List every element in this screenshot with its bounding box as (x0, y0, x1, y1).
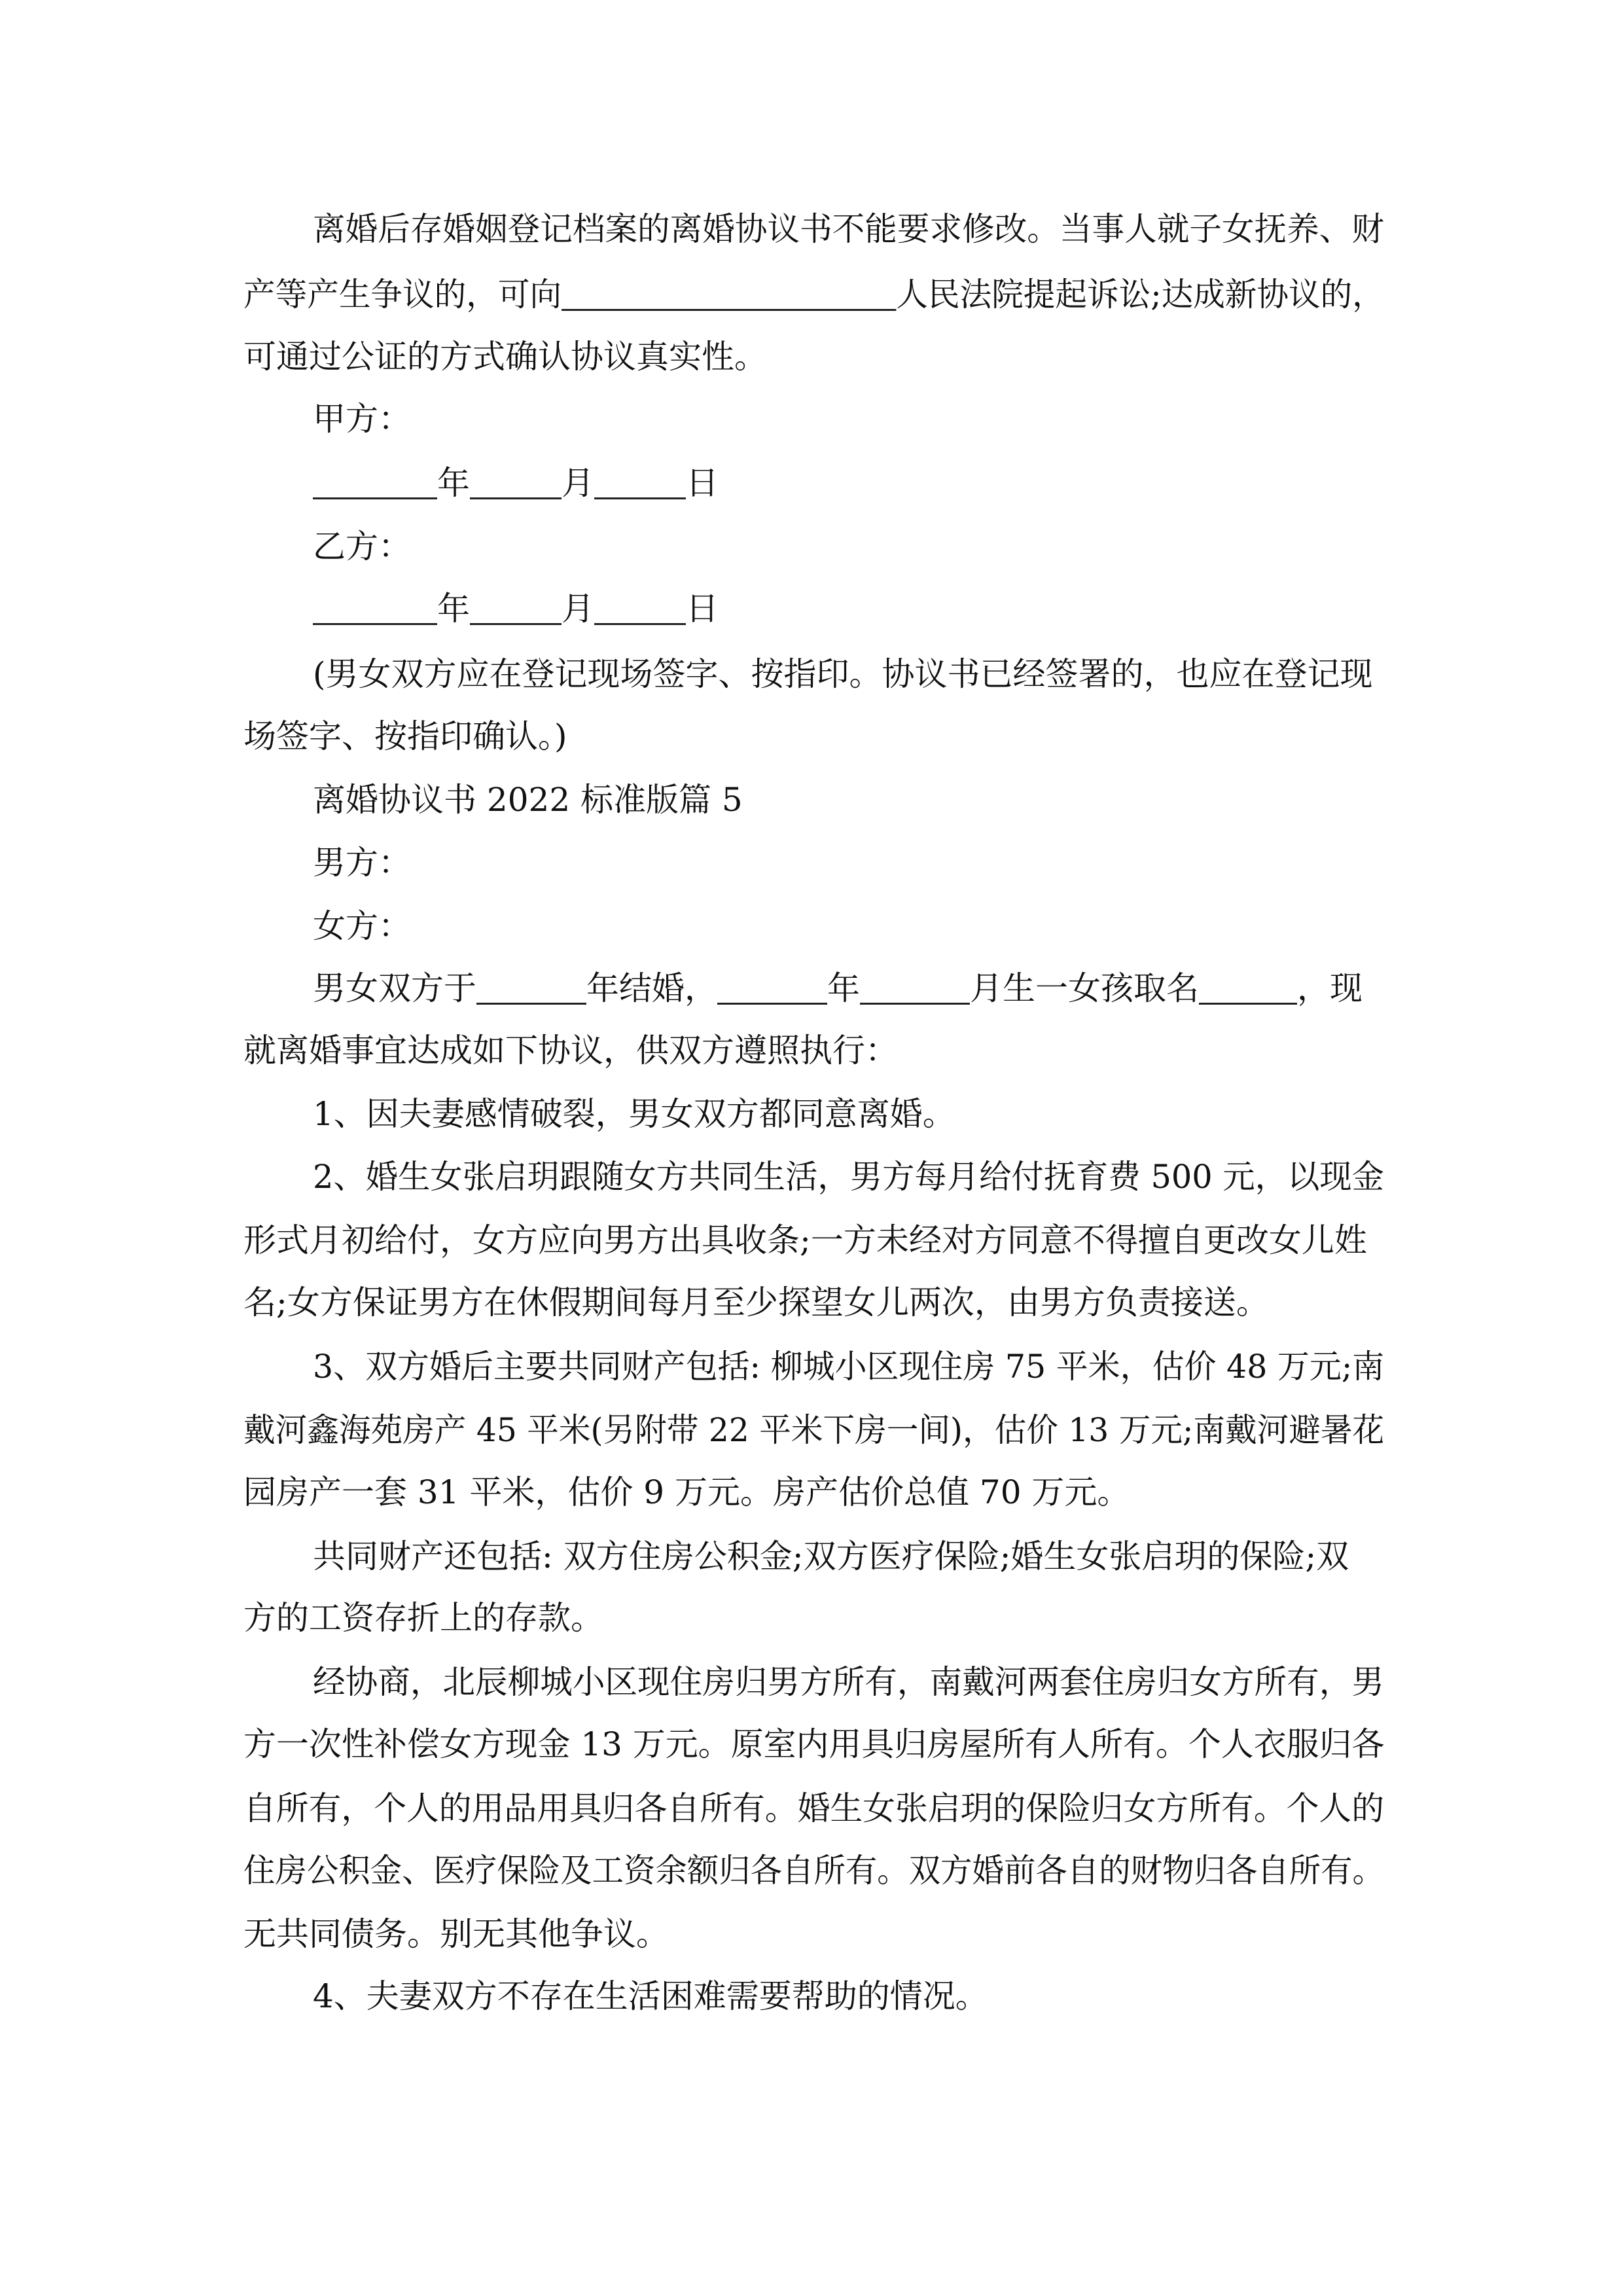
month-blank (470, 465, 562, 499)
note-line2: 场签字、按指印确认。) (243, 717, 567, 755)
para1-line2-after: 人民法院提起诉讼;达成新协议的， (896, 276, 1384, 314)
marriage-text-4: 月生一女孩取名 (970, 969, 1199, 1007)
negotiation-line5: 无共同债务。别无其他争议。 (243, 1915, 669, 1953)
party-b-label: 乙方： (313, 528, 411, 565)
clause-3-line2: 戴河鑫海苑房产 45 平米(另附带 22 平米下房一间)，估价 13 万元;南戴河避暑花 (243, 1411, 1385, 1449)
marriage-text-1: 男女双方于 (313, 969, 476, 1007)
negotiation-line4: 住房公积金、医疗保险及工资余额归各自所有。双方婚前各自的财物归各自所有。 (243, 1852, 1384, 1890)
section-title: 离婚协议书 2022 标准版篇 5 (313, 781, 743, 819)
month-label: 月 (562, 590, 594, 628)
common-property-line2: 方的工资存折上的存款。 (243, 1599, 603, 1637)
para1-line3: 可通过公证的方式确认协议真实性。 (243, 338, 767, 376)
day-blank (594, 590, 686, 625)
marriage-year-blank (476, 970, 586, 1005)
clause-2-line3: 名;女方保证男方在休假期间每月至少探望女儿两次，由男方负责接送。 (243, 1283, 1269, 1321)
year-blank (313, 590, 437, 625)
para1-line2-before: 产等产生争议的，可向 (243, 276, 562, 314)
clause-2-line2: 形式月初给付，女方应向男方出具收条;一方未经对方同意不得擅自更改女儿姓 (243, 1221, 1367, 1259)
month-blank (470, 590, 562, 625)
clause-4: 4、夫妻双方不存在生活困难需要帮助的情况。 (313, 1977, 988, 2015)
year-label: 年 (437, 464, 470, 502)
day-blank (594, 465, 686, 499)
negotiation-line3: 自所有，个人的用品用具归各自所有。婚生女张启玥的保险归女方所有。个人的 (243, 1789, 1384, 1827)
year-label: 年 (437, 590, 470, 628)
party-a-date (313, 463, 719, 503)
female-label: 女方： (313, 907, 411, 945)
male-label: 男方： (313, 844, 411, 882)
child-name-blank (1199, 970, 1297, 1005)
party-a-label: 甲方： (313, 400, 411, 438)
marriage-text-5: ，现 (1297, 969, 1363, 1007)
marriage-line1 (313, 969, 1363, 1008)
party-b-date (313, 589, 719, 628)
para1-line2 (243, 275, 1384, 314)
day-label: 日 (686, 464, 719, 502)
year-blank (313, 465, 437, 499)
day-label: 日 (686, 590, 719, 628)
birth-year-blank (717, 970, 827, 1005)
clause-1: 1、因夫妻感情破裂，男女双方都同意离婚。 (313, 1095, 955, 1133)
clause-2-line1: 2、婚生女张启玥跟随女方共同生活，男方每月给付抚育费 500 元，以现金 (313, 1158, 1384, 1196)
marriage-text-3: 年 (827, 969, 860, 1007)
marriage-line2: 就离婚事宜达成如下协议，供双方遵照执行： (243, 1031, 898, 1069)
common-property-line1: 共同财产还包括: 双方住房公积金;双方医疗保险;婚生女张启玥的保险;双 (313, 1537, 1349, 1575)
note-line1: (男女双方应在登记现场签字、按指印。协议书已经签署的，也应在登记现 (313, 655, 1373, 693)
court-blank (562, 276, 896, 311)
clause-3-line1: 3、双方婚后主要共同财产包括: 柳城小区现住房 75 平米，估价 48 万元;南 (313, 1348, 1385, 1386)
month-label: 月 (562, 464, 594, 502)
birth-month-blank (860, 970, 970, 1005)
marriage-text-2: 年结婚， (586, 969, 717, 1007)
para1-line1: 离婚后存婚姻登记档案的离婚协议书不能要求修改。当事人就子女抚养、财 (313, 210, 1384, 248)
negotiation-line1: 经协商，北辰柳城小区现住房归男方所有，南戴河两套住房归女方所有，男 (313, 1663, 1384, 1701)
clause-3-line3: 园房产一套 31 平米，估价 9 万元。房产估价总值 70 万元。 (243, 1473, 1130, 1511)
negotiation-line2: 方一次性补偿女方现金 13 万元。原室内用具归房屋所有人所有。个人衣服归各 (243, 1725, 1385, 1763)
